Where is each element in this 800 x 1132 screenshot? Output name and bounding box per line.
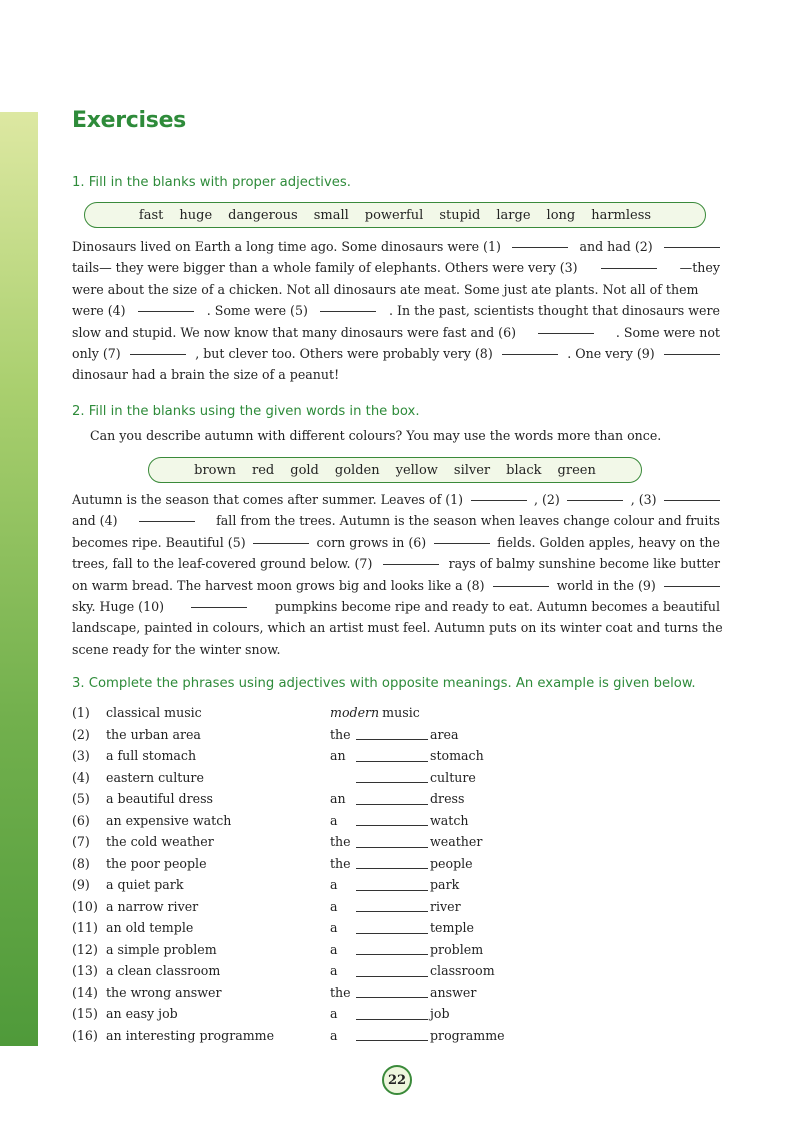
- phrase-article: the: [330, 834, 351, 850]
- phrase-noun: temple: [430, 920, 474, 936]
- phrase-number: (9): [72, 877, 90, 893]
- passage-line: [72, 489, 720, 510]
- word-option: yellow: [395, 462, 438, 478]
- word-option: golden: [334, 462, 380, 478]
- exercise-3-phrase-list: [72, 702, 632, 1046]
- answer-blank[interactable]: [356, 965, 428, 977]
- passage-text: trees, fall to the leaf-covered ground below. (7): [72, 556, 373, 572]
- answer-blank[interactable]: [493, 575, 549, 587]
- phrase-row: [72, 917, 632, 939]
- phrase-answer: [330, 770, 476, 785]
- phrase-number: (14): [72, 984, 98, 1000]
- passage-text: Dinosaurs lived on Earth a long time ago. Some dinosaurs were (1): [72, 239, 501, 254]
- word-option: black: [506, 462, 542, 478]
- phrase-article: the: [330, 855, 351, 871]
- answer-blank[interactable]: [191, 596, 247, 608]
- decorative-side-bar: [0, 112, 38, 1046]
- phrase-row: [72, 896, 632, 918]
- answer-blank[interactable]: [383, 553, 439, 565]
- word-option: harmless: [591, 207, 652, 223]
- phrase-number: (7): [72, 834, 90, 850]
- answer-blank[interactable]: [356, 814, 428, 826]
- passage-line: [72, 553, 720, 574]
- phrase-article: the: [330, 726, 351, 742]
- phrase-number: (3): [72, 748, 90, 764]
- passage-line: [72, 322, 720, 343]
- word-option: large: [496, 207, 531, 223]
- answer-blank[interactable]: [320, 300, 376, 312]
- answer-blank[interactable]: [356, 943, 428, 955]
- phrase-text: the wrong answer: [106, 984, 222, 1000]
- passage-text: dinosaur had a brain the size of a peanut!: [72, 367, 340, 383]
- answer-blank[interactable]: [356, 986, 428, 998]
- phrase-row: [72, 982, 632, 1004]
- answer-blank[interactable]: [434, 532, 490, 544]
- phrase-number: (5): [72, 791, 90, 807]
- phrase-answer: [330, 899, 461, 914]
- answer-blank[interactable]: [139, 510, 195, 522]
- phrase-article: a: [330, 1006, 338, 1022]
- passage-text: landscape, painted in colours, which an artist must feel. Autumn puts on its winter coat and turns the: [72, 620, 723, 636]
- example-answer: modern: [330, 705, 380, 721]
- passage-line: [72, 300, 720, 321]
- passage-line: [72, 279, 720, 300]
- answer-blank[interactable]: [356, 771, 428, 783]
- answer-blank[interactable]: [664, 236, 720, 248]
- phrase-number: (11): [72, 920, 98, 936]
- phrase-article: a: [330, 877, 338, 893]
- page-heading: Exercises: [72, 108, 186, 133]
- passage-text: corn grows in (6): [316, 534, 427, 550]
- phrase-number: (2): [72, 726, 90, 742]
- phrase-text: a narrow river: [106, 898, 199, 914]
- exercise-3-title: 3. Complete the phrases using adjectives with opposite meanings. An example is given below.: [72, 676, 696, 691]
- answer-blank[interactable]: [356, 793, 428, 805]
- phrase-text: the cold weather: [106, 834, 214, 850]
- answer-blank[interactable]: [567, 489, 623, 501]
- passage-text: rays of balmy sunshine become like butter: [448, 556, 720, 572]
- phrase-answer: [330, 920, 474, 935]
- phrase-text: a simple problem: [106, 941, 217, 957]
- word-option: red: [252, 462, 275, 478]
- phrase-text: a full stomach: [106, 748, 197, 764]
- passage-line: [72, 617, 723, 638]
- word-option: gold: [290, 462, 319, 478]
- phrase-row: [72, 1025, 632, 1047]
- phrase-noun: people: [430, 855, 473, 871]
- phrase-text: a clean classroom: [106, 963, 221, 979]
- answer-blank[interactable]: [356, 1008, 428, 1020]
- phrase-article: the: [330, 984, 351, 1000]
- phrase-article: a: [330, 963, 338, 979]
- passage-text: becomes ripe. Beautiful (5): [72, 534, 246, 550]
- phrase-noun: watch: [430, 812, 469, 828]
- phrase-text: eastern culture: [106, 769, 204, 785]
- passage-text: only (7): [72, 345, 121, 361]
- phrase-noun: dress: [430, 791, 465, 807]
- passage-line: [72, 343, 720, 364]
- phrase-noun: culture: [430, 769, 476, 785]
- phrase-noun: classroom: [430, 963, 495, 979]
- phrase-text: an easy job: [106, 1006, 178, 1022]
- phrase-answer: [330, 748, 484, 763]
- phrase-noun: river: [430, 898, 461, 914]
- phrase-number: (16): [72, 1027, 98, 1043]
- phrase-text: a beautiful dress: [106, 791, 213, 807]
- passage-line: [72, 575, 720, 596]
- phrase-answer: [330, 834, 482, 849]
- phrase-row: [72, 724, 632, 746]
- phrase-text: an old temple: [106, 920, 194, 936]
- exercise-2-subtitle: Can you describe autumn with different colours? You may use the words more than once.: [90, 428, 662, 443]
- phrase-answer: [330, 1006, 450, 1021]
- answer-blank[interactable]: [356, 857, 428, 869]
- phrase-number: (13): [72, 963, 98, 979]
- answer-blank[interactable]: [512, 236, 568, 248]
- phrase-row: [72, 939, 632, 961]
- phrase-article: a: [330, 1027, 338, 1043]
- exercise-2-title: 2. Fill in the blanks using the given words in the box.: [72, 404, 420, 419]
- passage-text: fall from the trees. Autumn is the season when leaves change colour and fruits: [216, 513, 720, 529]
- passage-text: slow and stupid. We now know that many dinosaurs were fast and (6): [72, 324, 516, 340]
- phrase-row: [72, 960, 632, 982]
- passage-line: [72, 510, 720, 531]
- passage-text: , (2): [533, 492, 560, 507]
- phrase-article: a: [330, 898, 338, 914]
- answer-blank[interactable]: [356, 1029, 428, 1041]
- passage-text: . Some were not: [615, 324, 720, 340]
- phrase-row: [72, 702, 632, 724]
- exercise-1-title: 1. Fill in the blanks with proper adjectives.: [72, 175, 351, 190]
- passage-text: were about the size of a chicken. Not all dinosaurs ate meat. Some just ate plants. Not all of them: [72, 281, 699, 297]
- passage-text: , but clever too. Others were probably very (8): [195, 345, 493, 361]
- phrase-row: [72, 767, 632, 789]
- phrase-answer: [330, 705, 420, 720]
- phrase-text: an interesting programme: [106, 1027, 275, 1043]
- phrase-noun: job: [430, 1006, 450, 1022]
- phrase-number: (12): [72, 941, 98, 957]
- phrase-answer: [330, 877, 459, 892]
- phrase-article: an: [330, 748, 346, 764]
- passage-text: Autumn is the season that comes after summer. Leaves of (1): [72, 492, 464, 507]
- phrase-number: (8): [72, 855, 90, 871]
- page-number: 22: [382, 1065, 412, 1095]
- phrase-article: an: [330, 791, 346, 807]
- phrase-answer: [330, 985, 476, 1000]
- phrase-noun: answer: [430, 984, 477, 1000]
- answer-blank[interactable]: [356, 879, 428, 891]
- exercise-1-word-box: [84, 202, 706, 228]
- phrase-number: (15): [72, 1006, 98, 1022]
- passage-text: . Some were (5): [206, 303, 308, 319]
- passage-line: [72, 596, 720, 617]
- word-option: powerful: [364, 207, 424, 223]
- passage-text: —they: [679, 260, 720, 276]
- phrase-text: a quiet park: [106, 877, 184, 893]
- phrase-row: [72, 745, 632, 767]
- phrase-article: a: [330, 920, 338, 936]
- phrase-answer: [330, 791, 464, 806]
- word-option: brown: [194, 462, 237, 478]
- word-option: small: [313, 207, 349, 223]
- answer-blank[interactable]: [538, 322, 594, 334]
- phrase-noun: stomach: [430, 748, 484, 764]
- phrase-text: classical music: [106, 705, 202, 721]
- phrase-row: [72, 831, 632, 853]
- phrase-number: (1): [72, 705, 90, 721]
- passage-text: were (4): [72, 303, 126, 319]
- phrase-text: the urban area: [106, 726, 201, 742]
- answer-blank[interactable]: [138, 300, 194, 312]
- passage-line: [72, 532, 720, 553]
- phrase-answer: [330, 856, 473, 871]
- answer-blank[interactable]: [356, 922, 428, 934]
- answer-blank[interactable]: [356, 728, 428, 740]
- phrase-answer: [330, 813, 469, 828]
- phrase-row: [72, 853, 632, 875]
- phrase-answer: [330, 963, 495, 978]
- passage-text: on warm bread. The harvest moon grows big and looks like a (8): [72, 577, 485, 593]
- word-option: silver: [453, 462, 491, 478]
- word-option: long: [546, 207, 576, 223]
- word-option: stupid: [439, 207, 481, 223]
- exercise-2-passage: [72, 489, 723, 660]
- phrase-noun: area: [430, 726, 459, 742]
- passage-text: world in the (9): [556, 577, 656, 593]
- answer-blank[interactable]: [253, 532, 309, 544]
- passage-text: , (3): [630, 492, 657, 507]
- phrase-answer: [330, 942, 483, 957]
- answer-blank[interactable]: [664, 489, 720, 501]
- answer-blank[interactable]: [502, 343, 558, 355]
- phrase-row: [72, 788, 632, 810]
- exercise-2-word-box: [148, 457, 642, 483]
- passage-text: scene ready for the winter snow.: [72, 641, 281, 657]
- passage-text: and had (2): [579, 239, 653, 254]
- phrase-answer: [330, 1028, 505, 1043]
- word-option: green: [557, 462, 596, 478]
- word-option: fast: [138, 207, 164, 223]
- phrase-number: (4): [72, 769, 90, 785]
- passage-text: tails— they were bigger than a whole family of elephants. Others were very (3): [72, 260, 578, 276]
- answer-blank[interactable]: [130, 343, 186, 355]
- passage-text: sky. Huge (10): [72, 598, 165, 614]
- phrase-row: [72, 874, 632, 896]
- phrase-article: a: [330, 812, 338, 828]
- answer-blank[interactable]: [356, 750, 428, 762]
- phrase-text: the poor people: [106, 855, 207, 871]
- passage-text: pumpkins become ripe and ready to eat. Autumn becomes a beautiful: [274, 598, 720, 614]
- phrase-number: (6): [72, 812, 90, 828]
- phrase-row: [72, 1003, 632, 1025]
- passage-text: fields. Golden apples, heavy on the: [497, 534, 720, 550]
- answer-blank[interactable]: [664, 575, 720, 587]
- phrase-row: [72, 810, 632, 832]
- passage-line: [72, 639, 720, 660]
- phrase-noun: problem: [430, 941, 484, 957]
- phrase-noun: music: [382, 705, 420, 721]
- answer-blank[interactable]: [356, 836, 428, 848]
- phrase-number: (10): [72, 898, 98, 914]
- word-option: huge: [179, 207, 213, 223]
- phrase-noun: park: [430, 877, 460, 893]
- answer-blank[interactable]: [664, 343, 720, 355]
- word-option: dangerous: [228, 207, 298, 223]
- phrase-noun: weather: [430, 834, 483, 850]
- answer-blank[interactable]: [601, 257, 657, 269]
- exercise-1-passage: [72, 236, 720, 386]
- passage-line: [72, 257, 720, 278]
- answer-blank[interactable]: [471, 489, 527, 501]
- passage-text: . One very (9): [567, 345, 655, 361]
- phrase-article: a: [330, 941, 338, 957]
- passage-text: . In the past, scientists thought that dinosaurs were: [389, 303, 720, 319]
- passage-line: [72, 364, 720, 385]
- phrase-answer: [330, 727, 459, 742]
- answer-blank[interactable]: [356, 900, 428, 912]
- phrase-noun: programme: [430, 1027, 505, 1043]
- passage-text: and (4): [72, 513, 118, 529]
- phrase-text: an expensive watch: [106, 812, 232, 828]
- passage-line: [72, 236, 720, 257]
